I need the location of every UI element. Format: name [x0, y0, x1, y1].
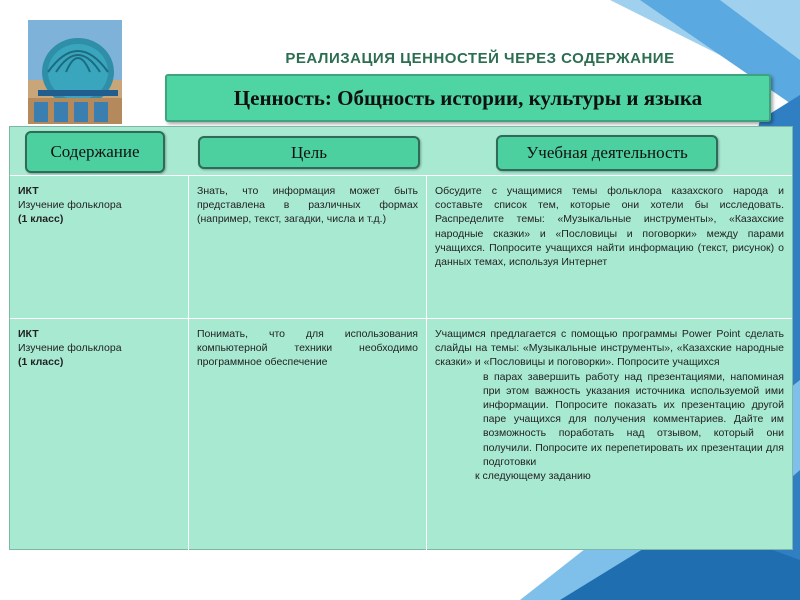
- table-row: [10, 318, 792, 550]
- mosque-dome-photo: [28, 20, 122, 124]
- goal-cell: Знать, что информация может быть представлена в различных формах (например, текст, загадки, числа и т.д.): [188, 176, 426, 318]
- activity-cell: [426, 319, 792, 550]
- header-goal: Цель: [198, 136, 420, 169]
- content-table: [9, 126, 793, 550]
- slide-title: РЕАЛИЗАЦИЯ ЦЕННОСТЕЙ ЧЕРЕЗ СОДЕРЖАНИЕ: [285, 50, 675, 67]
- subject-label: ИКТ: [18, 328, 39, 340]
- table-row: [10, 175, 792, 318]
- content-cell: [10, 176, 187, 318]
- content-cell: [10, 319, 187, 550]
- value-banner: Ценность: Общность истории, культуры и языка: [165, 74, 771, 122]
- topic-label: Изучение фольклора: [18, 342, 122, 355]
- grade-label: (1 класс): [18, 213, 64, 226]
- header-content: Содержание: [25, 131, 165, 173]
- header-activity: Учебная деятельность: [496, 135, 718, 171]
- subject-label: ИКТ: [18, 185, 39, 197]
- activity-text-part1: Учащимся предлагается с помощью программы Power Point сделать слайды на темы: «Музыкальные инструменты», «Казахские народные сказки» и «Пословицы и поговорки». Попросите учащихся: [435, 328, 784, 369]
- table-header: [10, 127, 792, 174]
- grade-label: (1 класс): [18, 356, 64, 369]
- activity-text-part3: к следующему заданию: [475, 470, 591, 483]
- topic-label: Изучение фольклора: [18, 199, 122, 212]
- goal-cell: Понимать, что для использования компьютерной техники необходимо программное обеспечение: [188, 319, 426, 550]
- activity-text-part2: в парах завершить работу над презентациями, напоминая при этом важность указания источника используемой ими информации. Попросите показать их презентацию другой паре учащихся для получения комментариев. Дайте им возможность поработать над отзывом, который они получили. Попросите их перепетировать их презентации для подготовки: [483, 370, 784, 468]
- activity-cell: Обсудите с учащимися темы фольклора казахского народа и составьте список тем, которые они хотели бы исследовать. Распределите темы: «Музыкальные инструменты», «Казахские народные сказки» и «Пословицы и поговорки» между парами учащихся. Попросите учащихся найти информацию (текст, рисунок) о данных темах, используя Интернет: [426, 176, 792, 318]
